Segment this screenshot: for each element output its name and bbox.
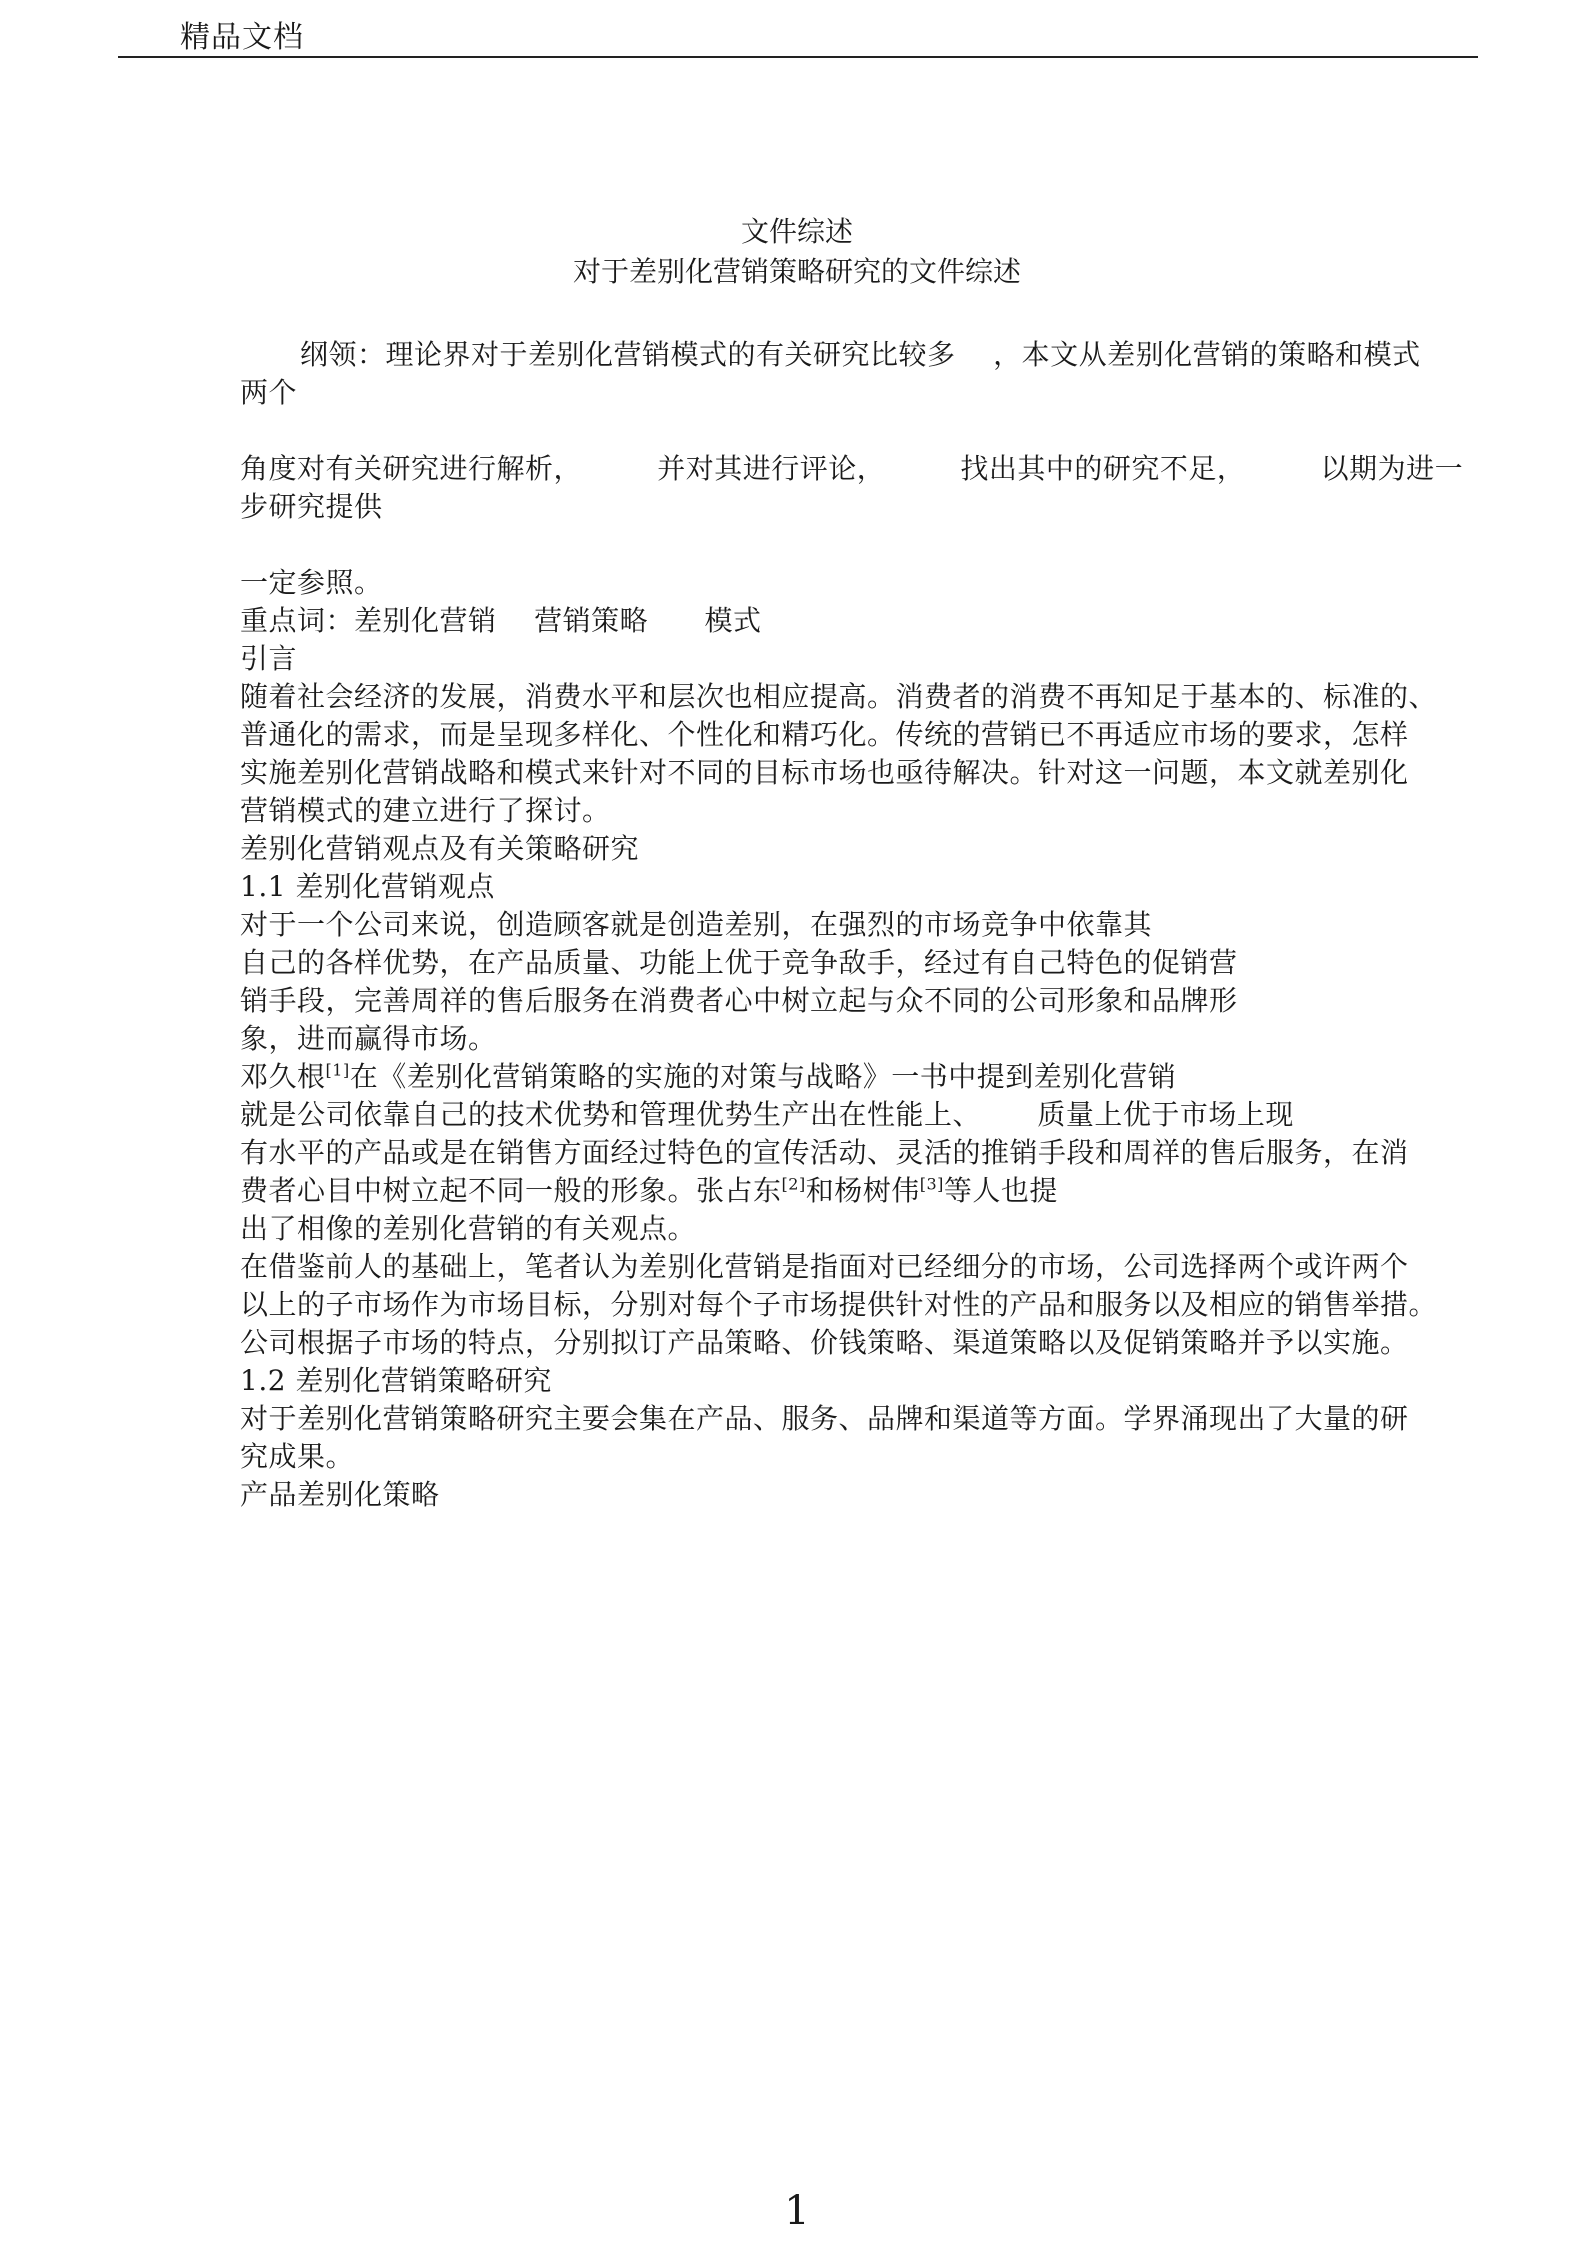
subsection-heading: 1.1 差别化营销观点	[240, 870, 495, 903]
body-line: 对于差别化营销策略研究主要会集在产品、服务、品牌和渠道等方面。学界涌现出了大量的研	[240, 1402, 1409, 1435]
document-subtitle: 对于差别化营销策略研究的文件综述	[572, 255, 1021, 288]
citation-text: 费者心目中树立起不同一般的形象。张占东	[240, 1174, 782, 1207]
body-line: 有水平的产品或是在销售方面经过特色的宣传活动、灵活的推销手段和周祥的售后服务，在消	[240, 1136, 1409, 1169]
abstract-line: 角度对有关研究进行解析， 并对其进行评论， 找出其中的研究不足， 以期为进一	[240, 452, 1464, 485]
body-line: 在借鉴前人的基础上，笔者认为差别化营销是指面对已经细分的市场，公司选择两个或许两个	[240, 1250, 1409, 1283]
body-line: 究成果。	[240, 1440, 355, 1473]
paragraph-gap	[240, 526, 1480, 564]
body-line: 出了相像的差别化营销的有关观点。	[240, 1212, 697, 1245]
title-block	[0, 212, 1594, 292]
intro-line: 普通化的需求，而是呈现多样化、个性化和精巧化。传统的营销已不再适应市场的要求，怎样	[240, 718, 1409, 751]
citation-line	[240, 1058, 1480, 1096]
keywords-line: 重点词：差别化营销 营销策略 模式	[240, 604, 762, 637]
body-line: 对于一个公司来说，创造顾客就是创造差别，在强烈的市场竞争中依靠其	[240, 908, 1153, 941]
document-body	[240, 336, 1480, 1514]
citation-ref: [2]	[781, 1174, 806, 1194]
abstract-line: 一定参照。	[240, 566, 383, 599]
intro-line: 营销模式的建立进行了探讨。	[240, 794, 611, 827]
body-line: 以上的子市场作为市场目标，分别对每个子市场提供针对性的产品和服务以及相应的销售举措。	[240, 1288, 1438, 1321]
citation-text: 等人也提	[943, 1174, 1058, 1207]
citation-ref: [1]	[325, 1060, 350, 1080]
subsection-heading: 产品差别化策略	[240, 1478, 440, 1511]
section-heading: 差别化营销观点及有关策略研究	[240, 832, 640, 865]
citation-text: 和杨树伟	[805, 1174, 920, 1207]
citation-ref: [3]	[919, 1174, 944, 1194]
citation-line	[240, 1172, 1480, 1210]
page-header-label: 精品文档	[180, 20, 304, 55]
body-line: 就是公司依靠自己的技术优势和管理优势生产出在性能上、 质量上优于市场上现	[240, 1098, 1294, 1131]
intro-line: 随着社会经济的发展，消费水平和层次也相应提高。消费者的消费不再知足于基本的、标准的、	[240, 680, 1438, 713]
body-line: 象，进而赢得市场。	[240, 1022, 497, 1055]
citation-text: 在《差别化营销策略的实施的对策与战略》一书中提到差别化营销	[349, 1060, 1177, 1093]
header-divider	[118, 56, 1478, 58]
body-line: 公司根据子市场的特点，分别拟订产品策略、价钱策略、渠道策略以及促销策略并予以实施。	[240, 1326, 1409, 1359]
intro-heading: 引言	[240, 642, 298, 675]
body-line: 自己的各样优势，在产品质量、功能上优于竞争敌手，经过有自己特色的促销营	[240, 946, 1238, 979]
body-line: 销手段，完善周祥的售后服务在消费者心中树立起与众不同的公司形象和品牌形	[240, 984, 1238, 1017]
author-name: 邓久根	[240, 1060, 326, 1093]
abstract-line: 步研究提供	[240, 490, 383, 523]
subsection-heading: 1.2 差别化营销策略研究	[240, 1364, 552, 1397]
page-number: 1	[784, 2188, 810, 2234]
paragraph-gap	[240, 412, 1480, 450]
abstract-line: 两个	[240, 376, 298, 409]
abstract-line: 纲领：理论界对于差别化营销模式的有关研究比较多 ，本文从差别化营销的策略和模式	[300, 338, 1421, 371]
document-title: 文件综述	[740, 215, 853, 248]
intro-line: 实施差别化营销战略和模式来针对不同的目标市场也亟待解决。针对这一问题，本文就差别化	[240, 756, 1409, 789]
